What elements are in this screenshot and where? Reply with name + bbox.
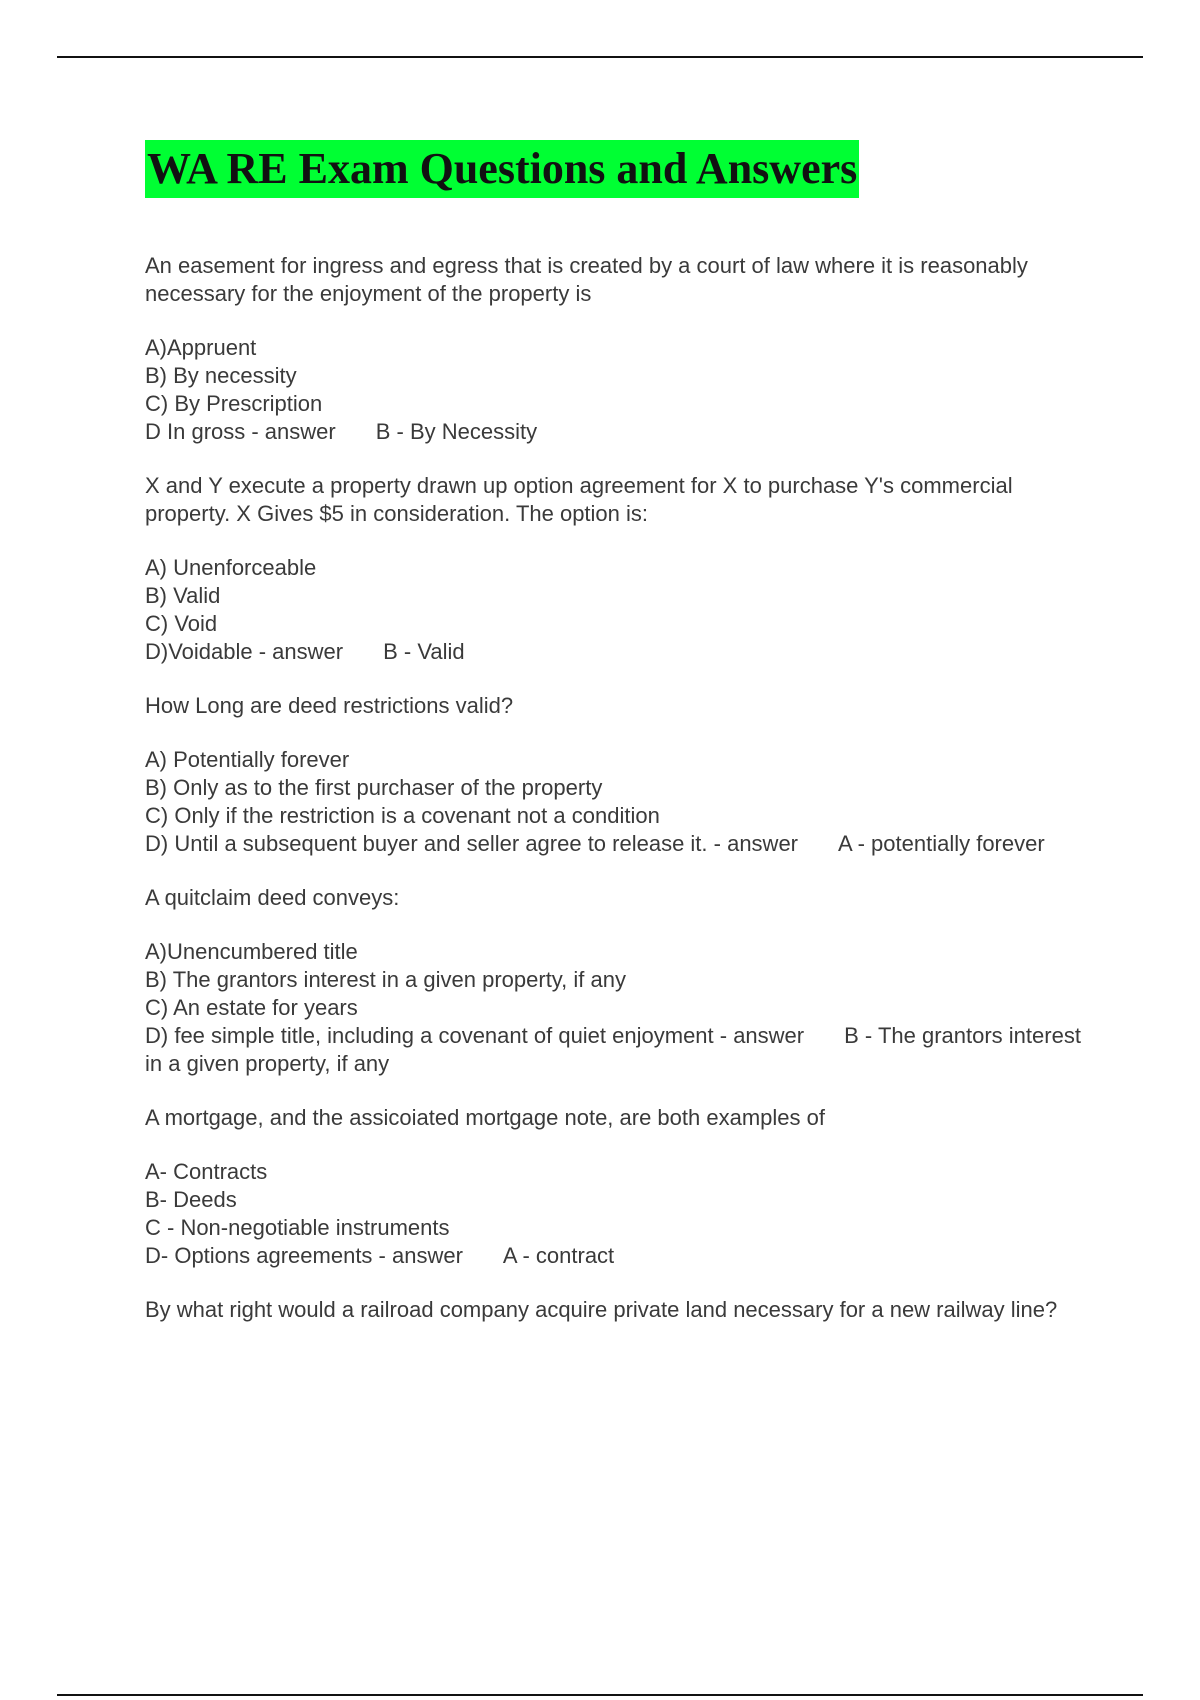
question-text: A quitclaim deed conveys: bbox=[145, 885, 400, 910]
answer: B - Valid bbox=[383, 639, 465, 664]
question-text: By what right would a railroad company acquire private land necessary for a new railway line? bbox=[145, 1297, 1058, 1322]
answer: A - potentially forever bbox=[838, 831, 1045, 856]
option: A)Appruent bbox=[145, 335, 257, 360]
question-text: An easement for ingress and egress that is created by a court of law where it is reasonably necessary for the enjoyment of the property is bbox=[145, 253, 1028, 306]
question-text: How Long are deed restrictions valid? bbox=[145, 693, 514, 718]
question-text: X and Y execute a property drawn up option agreement for X to purchase Y's commercial property. X Gives $5 in consideration. The option is: bbox=[145, 473, 1013, 526]
option: C - Non-negotiable instruments bbox=[145, 1215, 450, 1240]
options-list bbox=[145, 746, 1085, 858]
last-option-with-answer bbox=[145, 418, 1085, 446]
question-text: A mortgage, and the assicoiated mortgage note, are both examples of bbox=[145, 1105, 825, 1130]
option: B) Only as to the first purchaser of the property bbox=[145, 775, 603, 800]
option: D- Options agreements - answer bbox=[145, 1243, 463, 1268]
option: C) An estate for years bbox=[145, 995, 358, 1020]
question-block bbox=[145, 884, 1085, 1078]
last-option-with-answer bbox=[145, 1022, 1085, 1078]
document-body bbox=[145, 140, 1085, 1350]
option: C) Void bbox=[145, 611, 218, 636]
header-rule bbox=[57, 56, 1143, 58]
answer: B - The grantors interest in a given property, if any bbox=[145, 1023, 1081, 1076]
option: B) Valid bbox=[145, 583, 221, 608]
option: D)Voidable - answer bbox=[145, 639, 344, 664]
option: A) Unenforceable bbox=[145, 555, 317, 580]
title-block bbox=[145, 140, 1085, 198]
options-list bbox=[145, 938, 1085, 1078]
question-block bbox=[145, 472, 1085, 666]
option: B- Deeds bbox=[145, 1187, 237, 1212]
option: B) The grantors interest in a given property, if any bbox=[145, 967, 626, 992]
question-block bbox=[145, 1104, 1085, 1270]
question-block bbox=[145, 692, 1085, 858]
footer-rule bbox=[57, 1694, 1143, 1696]
options-list bbox=[145, 334, 1085, 446]
option: C) Only if the restriction is a covenant not a condition bbox=[145, 803, 660, 828]
last-option-with-answer bbox=[145, 1242, 1085, 1270]
last-option-with-answer bbox=[145, 638, 1085, 666]
option: A) Potentially forever bbox=[145, 747, 350, 772]
option: D In gross - answer bbox=[145, 419, 336, 444]
answer: B - By Necessity bbox=[375, 419, 538, 444]
option: A)Unencumbered title bbox=[145, 939, 358, 964]
options-list bbox=[145, 554, 1085, 666]
document-title: WA RE Exam Questions and Answers bbox=[145, 140, 859, 198]
option: A- Contracts bbox=[145, 1159, 268, 1184]
option: B) By necessity bbox=[145, 363, 297, 388]
last-option-with-answer bbox=[145, 830, 1085, 858]
question-block bbox=[145, 1296, 1085, 1324]
option: D) Until a subsequent buyer and seller agree to release it. - answer bbox=[145, 831, 799, 856]
question-block bbox=[145, 252, 1085, 446]
options-list bbox=[145, 1158, 1085, 1270]
answer: A - contract bbox=[502, 1243, 615, 1268]
option: D) fee simple title, including a covenant of quiet enjoyment - answer bbox=[145, 1023, 805, 1048]
option: C) By Prescription bbox=[145, 391, 323, 416]
